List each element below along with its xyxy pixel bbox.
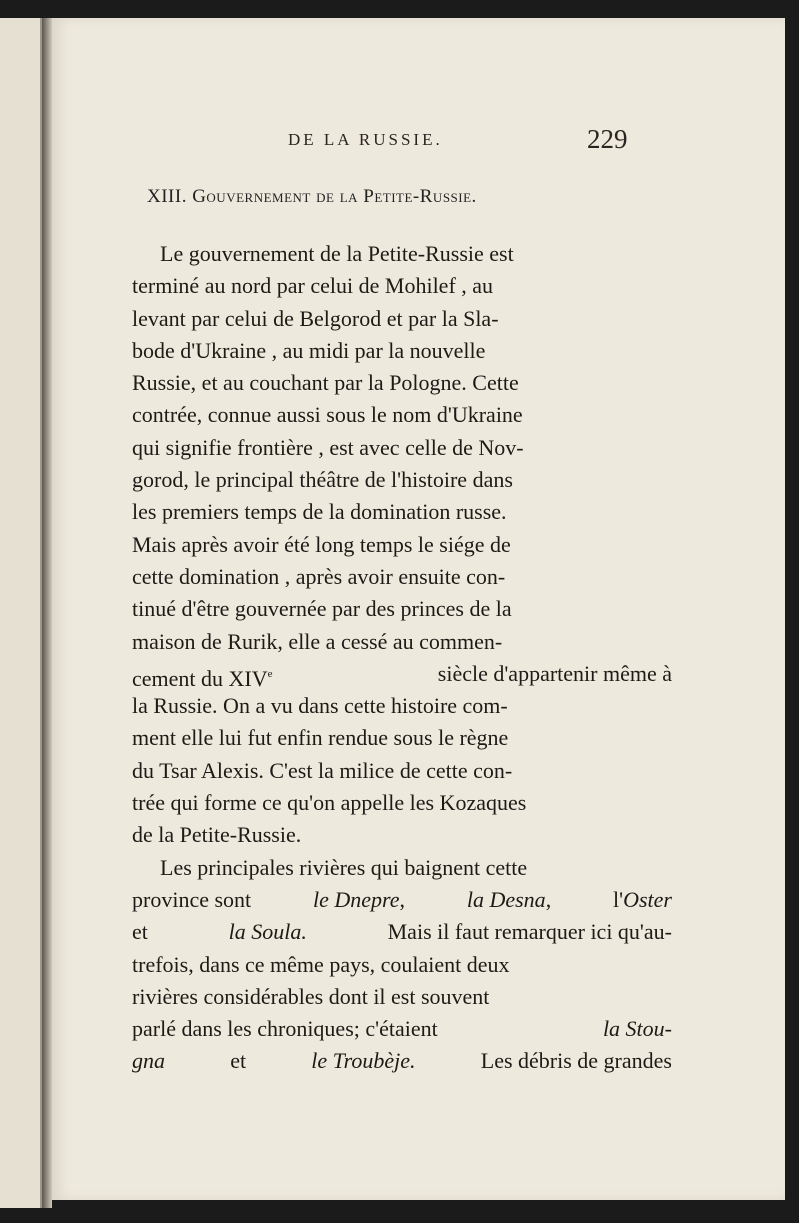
line-segment: Mais il faut remarquer ici qu'au- [387,919,672,945]
line-segment: et [132,919,148,945]
section-heading: XIII. Gouvernement de la Petite-Russie. [147,186,477,207]
text-line: bode d'Ukraine , au midi par la nouvelle [132,337,486,363]
text-line: trée qui forme ce qu'on appelle les Kozaques [132,790,527,816]
running-title: DE LA RUSSIE. [288,130,443,149]
text-line: Mais après avoir été long temps le siége de [132,531,511,557]
text-line: trefois, dans ce même pays, coulaient deux [132,951,510,977]
text-line: la Russie. On a vu dans cette histoire com- [132,693,508,719]
text-line: Le gouvernement de la Petite-Russie est [160,241,514,266]
text-line: de la Petite-Russie. [132,822,302,848]
page-number: 229 [587,124,628,154]
river-name: le Troubèje. [311,1048,416,1074]
superscript: e [267,667,273,680]
text-line [132,916,672,948]
line-segment: et [230,1048,247,1074]
line-segment: parlé dans les chroniques; c'étaient [132,1016,438,1042]
text-line [132,1045,672,1077]
body-text [132,238,672,1078]
text-line: levant par celui de Belgorod et par la Sla- [132,305,499,331]
text-line: contrée, connue aussi sous le nom d'Ukraine [132,402,523,428]
text-line: rivières considérables dont il est souvent [132,983,490,1009]
text-line: Les principales rivières qui baignent cette [160,854,528,880]
running-head [52,124,785,160]
text-line: cette domination , après avoir ensuite con- [132,563,506,589]
river-name: la Desna [466,886,546,912]
line-segment: cement du XIVe [132,665,273,691]
river-name: la Stou- [602,1016,672,1042]
line-segment: l'Oster [613,886,672,912]
river-name: gna [132,1048,165,1074]
scan-border [785,0,799,1223]
text-line: qui signifie frontière , est avec celle de Nov- [132,434,524,460]
text-line [132,1013,672,1045]
river-name: la Soula. [228,919,307,945]
line-segment: siècle d'appartenir même à [437,660,672,686]
text-line: ment elle lui fut enfin rendue sous le règne [132,725,509,751]
line-segment: la Desna, [466,886,552,912]
text-line: maison de Rurik, elle a cessé au commen- [132,628,503,654]
text-line [132,658,672,690]
river-name: le Dnepre [312,886,400,912]
book-gutter [42,18,52,1208]
book-page [52,18,785,1200]
river-name: Oster [623,886,672,912]
text-line: gorod, le principal théâtre de l'histoire dans [132,467,513,493]
text-line: terminé au nord par celui de Mohilef , au [132,273,494,299]
text-line: les premiers temps de la domination russe. [132,499,507,525]
text-line [132,884,672,916]
line-segment: le Dnepre, [312,886,406,912]
text-line: tinué d'être gouvernée par des princes de la [132,596,512,622]
line-segment: province sont [132,886,252,912]
facing-page-edge [0,18,42,1208]
text-line: Russie, et au couchant par la Pologne. Cette [132,370,519,396]
text-line: du Tsar Alexis. C'est la milice de cette con- [132,757,513,783]
line-segment: Les débris de grandes [480,1048,672,1074]
